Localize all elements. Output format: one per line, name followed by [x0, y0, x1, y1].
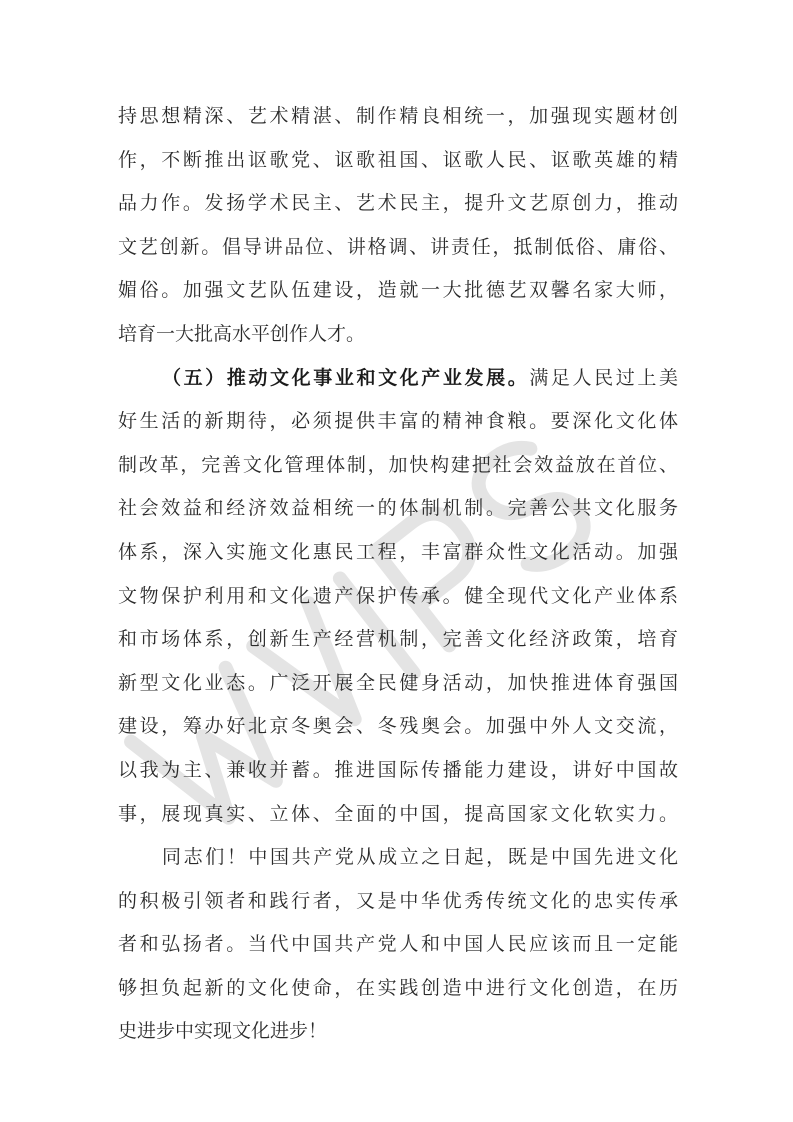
text-line: 培育一大批高水平创作人才。 — [118, 322, 366, 345]
text-line: 持思想精深、艺术精湛、制作精良相统一，加强现实题材创 — [118, 105, 678, 127]
document-body — [118, 95, 678, 1054]
section-heading: （五）推动文化事业和文化产业发展。 — [162, 366, 530, 389]
text-line: 和市场体系，创新生产经营机制，完善文化经济政策，培育 — [118, 628, 678, 651]
text-line: 史进步中实现文化进步！ — [118, 1020, 328, 1043]
text-line: 媚俗。加强文艺队伍建设，造就一大批德艺双馨名家大师， — [118, 279, 678, 302]
text-line: 品力作。发扬学术民主、艺术民主，提升文艺原创力，推动 — [118, 192, 678, 215]
text-line: 作，不断推出讴歌党、讴歌祖国、讴歌人民、讴歌英雄的精 — [118, 148, 678, 171]
text-line: 以我为主、兼收并蓄。推进国际传播能力建设，讲好中国故 — [118, 758, 678, 781]
text-line: 社会效益和经济效益相统一的体制机制。完善公共文化服务 — [118, 497, 678, 520]
text-line: 体系，深入实施文化惠民工程，丰富群众性文化活动。加强 — [118, 540, 678, 563]
section-heading-line — [118, 357, 678, 401]
text-line: 制改革，完善文化管理体制，加快构建把社会效益放在首位、 — [118, 453, 678, 476]
text-line: 新型文化业态。广泛开展全民健身活动，加快推进体育强国 — [118, 671, 678, 694]
text-line: 者和弘扬者。当代中国共产党人和中国人民应该而且一定能 — [118, 933, 678, 956]
text-line: 文物保护利用和文化遗产保护传承。健全现代文化产业体系 — [118, 584, 678, 607]
heading-line-rest: 满足人民过上美 — [529, 366, 678, 389]
text-line: 同志们！中国共产党从成立之日起，既是中国先进文化 — [162, 846, 678, 869]
text-line: 好生活的新期待，必须提供丰富的精神食粮。要深化文化体 — [118, 410, 678, 433]
text-line: 文艺创新。倡导讲品位、讲格调、讲责任，抵制低俗、庸俗、 — [118, 235, 678, 258]
text-line: 够担负起新的文化使命，在实践创造中进行文化创造，在历 — [118, 976, 678, 999]
text-line: 的积极引领者和践行者，又是中华优秀传统文化的忠实传承 — [118, 889, 678, 912]
text-line: 建设，筹办好北京冬奥会、冬残奥会。加强中外人文交流， — [118, 715, 678, 738]
text-line: 事，展现真实、立体、全面的中国，提高国家文化软实力。 — [118, 802, 678, 825]
